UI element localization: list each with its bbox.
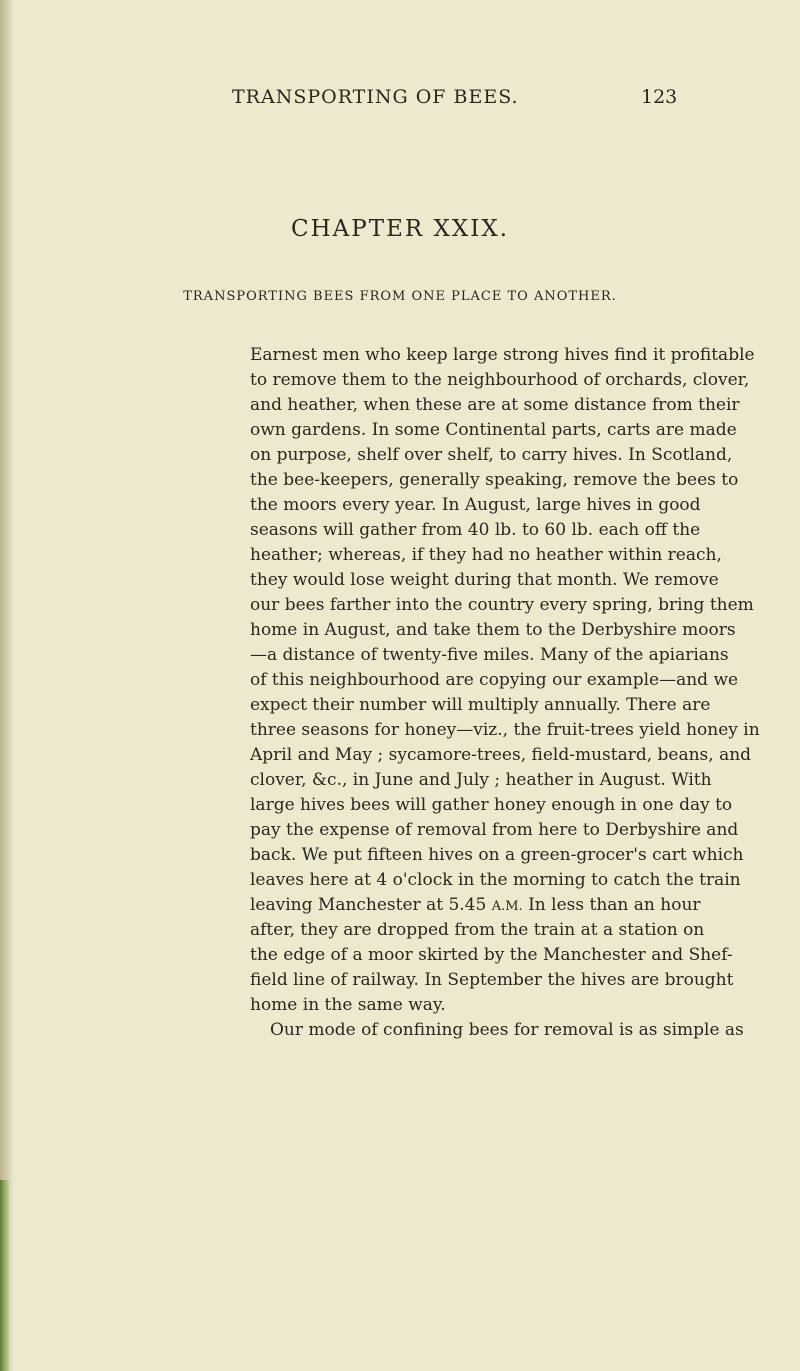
body-line: on purpose, shelf over shelf, to carry hives. In Scotland, — [250, 445, 733, 465]
body-line: after, they are dropped from the train at a station on — [250, 920, 705, 940]
body-line-indented: Our mode of confining bees for removal is as simple as — [270, 1020, 744, 1040]
body-line: Earnest men who keep large strong hives find it profitable — [250, 345, 755, 365]
body-line: our bees farther into the country every spring, bring them — [250, 595, 754, 615]
body-line: field line of railway. In September the hives are brought — [250, 970, 734, 990]
body-line: heather; whereas, if they had no heather within reach, — [250, 545, 722, 565]
body-line: the edge of a moor skirted by the Manchester and Shef- — [250, 945, 733, 965]
body-line: pay the expense of removal from here to Derbyshire and — [250, 820, 739, 840]
page-edge-binding — [0, 1180, 10, 1371]
body-line: own gardens. In some Continental parts, carts are made — [250, 420, 737, 440]
chapter-title: CHAPTER XXIX. — [290, 216, 510, 242]
body-line: seasons will gather from 40 lb. to 60 lb. each off the — [250, 520, 701, 540]
body-line: clover, &c., in June and July ; heather in August. With — [250, 770, 712, 790]
body-line-end: In less than an hour — [522, 895, 701, 915]
body-line: to remove them to the neighbourhood of orchards, clover, — [250, 370, 750, 390]
body-line-start: leaving Manchester at 5.45 — [250, 895, 487, 915]
body-line: April and May ; sycamore-trees, field-mustard, beans, and — [250, 745, 752, 765]
body-line: three seasons for honey—viz., the fruit-trees yield honey in — [250, 720, 760, 740]
time-suffix: A.M. — [491, 899, 523, 914]
running-head — [0, 86, 800, 116]
body-line: they would lose weight during that month. We remove — [250, 570, 719, 590]
body-line: the bee-keepers, generally speaking, remove the bees to — [250, 470, 739, 490]
body-line-with-time — [250, 893, 701, 919]
body-line: expect their number will multiply annually. There are — [250, 695, 711, 715]
body-line: and heather, when these are at some distance from their — [250, 395, 740, 415]
body-line: —a distance of twenty-five miles. Many of the apiarians — [250, 645, 729, 665]
body-line: of this neighbourhood are copying our example—and we — [250, 670, 739, 690]
body-line: the moors every year. In August, large hives in good — [250, 495, 701, 515]
body-line: home in August, and take them to the Derbyshire moors — [250, 620, 736, 640]
body-line: leaves here at 4 o'clock in the morning to catch the train — [250, 870, 741, 890]
body-line: large hives bees will gather honey enough in one day to — [250, 795, 733, 815]
page-number: 123 — [641, 86, 678, 108]
body-line: home in the same way. — [250, 995, 446, 1015]
page-edge-shadow — [0, 0, 14, 1371]
body-line: back. We put fifteen hives on a green-grocer's cart which — [250, 845, 744, 865]
running-title: TRANSPORTING OF BEES. — [232, 86, 519, 108]
chapter-subtitle: TRANSPORTING BEES FROM ONE PLACE TO ANOTHER. — [183, 289, 617, 304]
